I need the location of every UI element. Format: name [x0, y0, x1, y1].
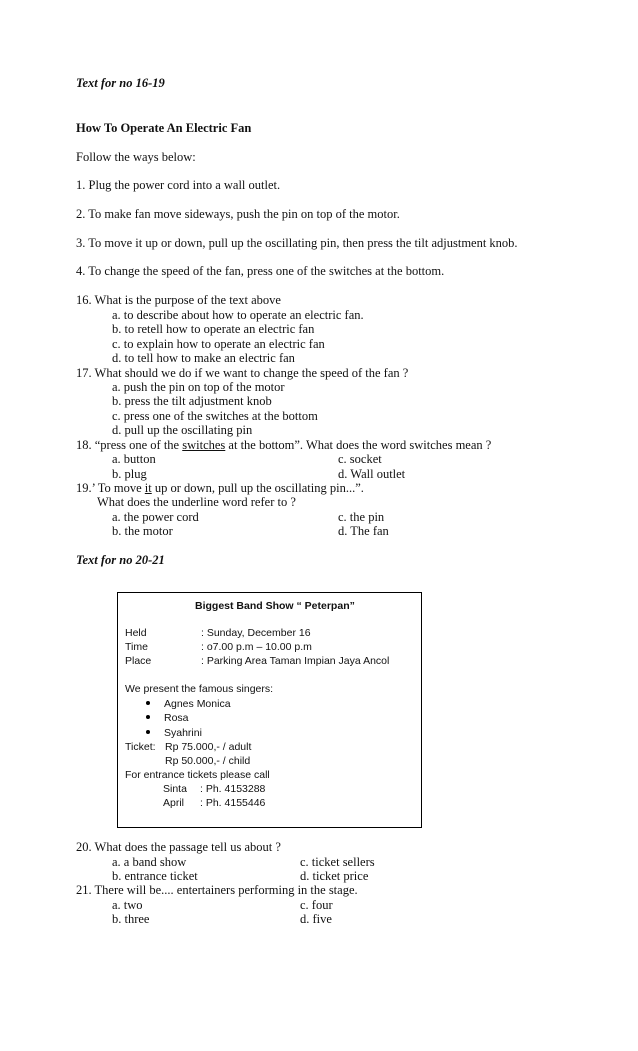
singer-item: Syahrini	[146, 726, 202, 740]
q21-option-b: b. three	[112, 912, 150, 926]
q18-option-d: d. Wall outlet	[338, 467, 406, 481]
bullet-icon	[146, 730, 150, 734]
held-value: : Sunday, December 16	[201, 627, 311, 639]
q21-option-d: d. five	[300, 912, 332, 926]
q16-option-b: b. to retell how to operate an electric fan	[112, 322, 315, 336]
q19-option-a: a. the power cord	[112, 510, 199, 524]
ticket-child: Rp 50.000,- / child	[165, 755, 251, 767]
q18-question: 18. “press one of the switches at the bottom”. What does the word switches mean ?	[76, 438, 492, 452]
q21-option-c: c. four	[300, 898, 333, 912]
q17-option-c: c. press one of the switches at the bottom	[112, 409, 318, 423]
step-4: 4. To change the speed of the fan, press one of the switches at the bottom.	[76, 264, 445, 278]
q20-option-c: c. ticket sellers	[300, 855, 375, 869]
place-value: : Parking Area Taman Impian Jaya Ancol	[201, 655, 390, 667]
time-label: Time	[125, 641, 148, 653]
q17-option-d: d. pull up the oscillating pin	[112, 423, 253, 437]
present-text: We present the famous singers:	[125, 683, 274, 695]
held-label: Held	[125, 627, 147, 639]
q18-option-b: b. plug	[112, 467, 147, 481]
q17-question: 17. What should we do if we want to change the speed of the fan ?	[76, 366, 409, 380]
call-text: For entrance tickets please call	[125, 769, 270, 781]
q20-option-d: d. ticket price	[300, 869, 369, 883]
q19-underlined-word: it	[144, 481, 152, 495]
q19-question: 19.’ To move it up or down, pull up the oscillating pin...”.	[76, 481, 364, 495]
q18-option-a: a. button	[112, 452, 156, 466]
q16-option-a: a. to describe about how to operate an electric fan.	[112, 308, 364, 322]
contact-name-2: April	[163, 797, 185, 809]
step-2: 2. To make fan move sideways, push the pin on top of the motor.	[76, 207, 400, 221]
place-label: Place	[125, 655, 152, 667]
ticket-label: Ticket:	[125, 741, 156, 753]
contact-phone-2: : Ph. 4155446	[200, 797, 266, 809]
bullet-icon	[146, 715, 150, 719]
band-show-poster	[117, 592, 422, 828]
time-value: : o7.00 p.m – 10.00 p.m	[201, 641, 312, 653]
q18-underlined-word: switches	[182, 438, 226, 452]
q21-option-a: a. two	[112, 898, 143, 912]
q19-option-d: d. The fan	[338, 524, 389, 538]
contact-name-1: Sinta	[163, 783, 187, 795]
q18-option-c: c. socket	[338, 452, 382, 466]
singer-item: Rosa	[146, 711, 189, 725]
q21-question: 21. There will be.... entertainers performing in the stage.	[76, 883, 358, 897]
poster-title: Biggest Band Show “ Peterpan”	[195, 600, 355, 612]
q16-option-c: c. to explain how to operate an electric fan	[112, 337, 325, 351]
q19-option-c: c. the pin	[338, 510, 385, 524]
step-1: 1. Plug the power cord into a wall outlet.	[76, 178, 281, 192]
section-title-20-21: Text for no 20-21	[76, 553, 165, 567]
q17-option-b: b. press the tilt adjustment knob	[112, 394, 272, 408]
text-heading: How To Operate An Electric Fan	[76, 121, 252, 135]
q17-option-a: a. push the pin on top of the motor	[112, 380, 285, 394]
q20-question: 20. What does the passage tell us about ?	[76, 840, 281, 854]
intro-text: Follow the ways below:	[76, 150, 196, 164]
q19-option-b: b. the motor	[112, 524, 173, 538]
contact-phone-1: : Ph. 4153288	[200, 783, 266, 795]
q16-question: 16. What is the purpose of the text above	[76, 293, 281, 307]
q20-option-b: b. entrance ticket	[112, 869, 198, 883]
section-title-16-19: Text for no 16-19	[76, 76, 165, 90]
q20-option-a: a. a band show	[112, 855, 187, 869]
q19-question-line2: What does the underline word refer to ?	[97, 495, 296, 509]
ticket-adult: Rp 75.000,- / adult	[165, 741, 252, 753]
bullet-icon	[146, 701, 150, 705]
q16-option-d: d. to tell how to make an electric fan	[112, 351, 295, 365]
singer-item: Agnes Monica	[146, 697, 231, 711]
step-3: 3. To move it up or down, pull up the oscillating pin, then press the tilt adjustment knob.	[76, 236, 518, 250]
